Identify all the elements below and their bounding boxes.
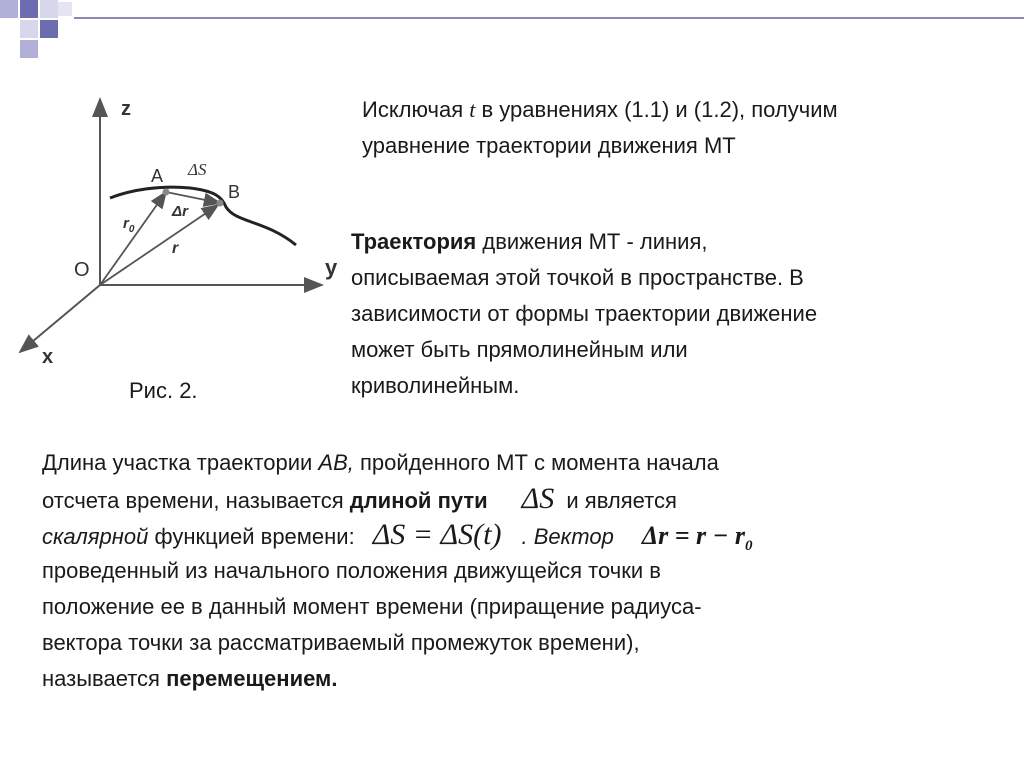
header-square (20, 40, 38, 58)
header-square (58, 2, 72, 16)
label-z: z (121, 98, 131, 120)
text-span: называется (42, 666, 167, 691)
point-a (163, 189, 170, 196)
label-o: O (74, 259, 90, 281)
text-line: вектора точки за рассматриваемый промежуток времени), (42, 630, 640, 655)
header-square (20, 20, 38, 38)
vector-r (100, 205, 218, 285)
text-span: . Вектор (521, 524, 614, 549)
paragraph-trajectory-equation (362, 92, 1012, 164)
label-x: x (42, 346, 54, 368)
figure-caption: Рис. 2. (129, 378, 198, 403)
text-line: проведенный из начального положения движущейся точки в (42, 558, 661, 583)
header-square (40, 20, 58, 38)
math-delta-s: ΔS (521, 482, 555, 515)
label-delta-s: ΔS (188, 160, 207, 179)
text-line: положение ее в данный момент времени (приращение радиуса- (42, 594, 702, 619)
text-span: скалярной (42, 524, 149, 549)
text-span: AB, (318, 450, 354, 475)
header-square (0, 0, 18, 18)
text-line: зависимости от формы траектории движение (351, 301, 818, 326)
text-line (362, 92, 1012, 128)
text-line (42, 661, 1002, 697)
text-line: криволинейным. (351, 373, 520, 398)
paragraph-trajectory-definition (351, 224, 1001, 404)
label-r0: $r_0$ (123, 215, 135, 235)
text-line (351, 224, 1001, 260)
text-line: может быть прямолинейным или (351, 337, 688, 362)
math-subscript: 0 (745, 538, 753, 555)
term-path-length: длиной пути (349, 488, 488, 513)
text-span: функцией времени: (148, 524, 355, 549)
header-square (20, 0, 38, 18)
text-line (42, 445, 1002, 481)
slide-header-decoration (0, 0, 1024, 58)
math-delta-s-function: ΔS = ΔS(t) (372, 518, 502, 551)
math-t: t (469, 97, 476, 122)
math-span: Δr = r − r (641, 521, 746, 550)
paragraph-path-length (42, 445, 1002, 697)
point-b (217, 200, 224, 207)
text-span: Исключая (362, 97, 470, 122)
label-b: B (228, 182, 241, 202)
text-line (42, 517, 1002, 553)
label-r: r (172, 240, 179, 257)
text-span: пройденного МТ с момента начала (353, 450, 719, 475)
math-displacement-vector (641, 521, 753, 555)
label-a: A (151, 166, 164, 186)
term-displacement: перемещением. (166, 666, 338, 691)
text-span: движения МТ - линия, (476, 229, 708, 254)
label-y: y (325, 255, 338, 280)
text-line: уравнение траектории движения МТ (362, 133, 736, 158)
term-trajectory: Траектория (351, 229, 477, 254)
trajectory-figure (0, 85, 340, 385)
x-axis (20, 285, 100, 352)
text-span: и является (560, 488, 677, 513)
label-delta-r: Δr (172, 203, 188, 220)
header-square (40, 0, 58, 18)
text-span: в уравнениях (1.1) и (1.2), получим (475, 97, 838, 122)
header-rule (74, 17, 1024, 19)
text-line (42, 481, 1002, 517)
vector-r0 (100, 192, 166, 285)
text-span: отсчета времени, называется (42, 488, 350, 513)
text-span: Длина участка траектории (42, 450, 319, 475)
text-line: описываемая этой точкой в пространстве. В (351, 265, 804, 290)
